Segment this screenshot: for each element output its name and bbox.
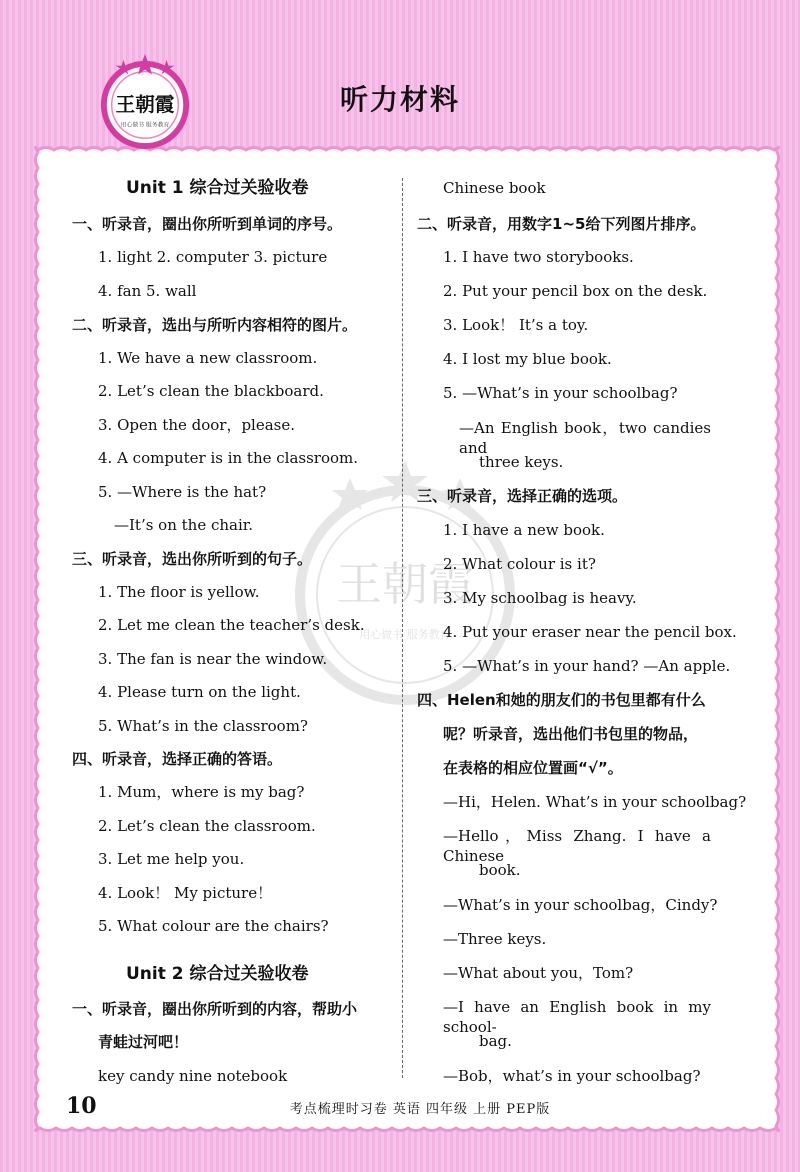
transcript-line: 3. Let me help you. [98,850,245,868]
transcript-line: —An English book，two candies and [459,419,711,457]
section-instruction: 在表格的相应位置画“√”。 [443,759,623,777]
transcript-line: three keys. [479,453,564,471]
transcript-line: 1. The floor is yellow. [98,583,260,601]
footer-text: 考点梳理时习卷 英语 四年级 上册 PEP版 [289,1102,551,1117]
transcript-line: 1. We have a new classroom. [98,349,318,367]
transcript-line: 3. Open the door，please. [98,416,296,434]
section-instruction: 三、听录音，选择正确的选项。 [417,487,628,505]
page-title: 听力材料 [339,83,460,116]
page-number: 10 [66,1093,97,1119]
transcript-line: 5. —What’s in your hand? —An apple. [443,657,731,675]
svg-text:用心做书 服务教育: 用心做书 服务教育 [359,628,451,641]
svg-text:王朝霞: 王朝霞 [336,557,474,611]
transcript-line: 4. fan 5. wall [98,282,197,300]
section-instruction: 四、听录音，选择正确的答语。 [72,750,283,768]
svg-text:王朝霞: 王朝霞 [115,92,175,116]
transcript-line: 5. —Where is the hat? [98,483,267,501]
transcript-line: —Bob，what’s in your schoolbag? [443,1067,701,1085]
transcript-line: —What’s in your schoolbag，Cindy? [443,896,718,914]
listening-material [72,170,747,1090]
section-instruction: 呢？听录音，选出他们书包里的物品， [443,725,699,743]
section-instruction: 青蛙过河吧！ [98,1033,189,1051]
transcript-line: 5. What’s in the classroom? [98,717,308,735]
transcript-line: 2. Let’s clean the classroom. [98,817,316,835]
svg-text:用心做书 服务教育: 用心做书 服务教育 [120,122,170,129]
transcript-line: 4. Please turn on the light. [98,683,301,701]
section-instruction: 一、听录音，圈出你所听到的内容，帮助小 [72,1000,358,1018]
unit-heading: Unit 2 综合过关验收卷 [126,964,309,984]
transcript-line: 4. Look！ My picture！ [98,884,273,902]
transcript-line: 1. Mum，where is my bag? [98,783,305,801]
transcript-line: —What about you，Tom? [443,964,634,982]
transcript-line: Chinese book [443,179,546,197]
transcript-line: —Hi，Helen. What’s in your schoolbag? [443,793,747,811]
transcript-line: 5. —What’s in your schoolbag? [443,384,678,402]
section-instruction: 三、听录音，选出你所听到的句子。 [72,550,313,568]
transcript-line: 1. light 2. computer 3. picture [98,248,328,266]
transcript-line: 3. Look！ It’s a toy. [443,316,589,334]
transcript-line: 2. What colour is it? [443,555,596,573]
transcript-line: 4. A computer is in the classroom. [98,449,359,467]
transcript-line: 3. The fan is near the window. [98,650,328,668]
unit-heading: Unit 1 综合过关验收卷 [126,178,309,198]
section-instruction: 二、听录音，选出与所听内容相符的图片。 [72,316,358,334]
transcript-line: —I have an English book in my school- [443,998,711,1036]
transcript-line: 4. Put your eraser near the pencil box. [443,623,737,641]
section-instruction: 四、Helen和她的朋友们的书包里都有什么 [417,691,706,709]
transcript-line: 4. I lost my blue book. [443,350,612,368]
transcript-line: 2. Let me clean the teacher’s desk. [98,616,365,634]
column-divider [402,178,403,1078]
transcript-line: key candy nine notebook [98,1067,288,1085]
section-instruction: 二、听录音，用数字1~5给下列图片排序。 [417,215,706,233]
transcript-line: 2. Put your pencil box on the desk. [443,282,708,300]
section-instruction: 一、听录音，圈出你所听到单词的序号。 [72,215,343,233]
transcript-line: —It’s on the chair. [114,516,254,534]
transcript-line: 3. My schoolbag is heavy. [443,589,637,607]
transcript-line: book. [479,861,521,879]
transcript-line: —Three keys. [443,930,547,948]
transcript-line: 5. What colour are the chairs? [98,917,329,935]
transcript-line: 1. I have two storybooks. [443,248,634,266]
transcript-line: bag. [479,1032,512,1050]
transcript-line: 2. Let’s clean the blackboard. [98,382,324,400]
transcript-line: 1. I have a new book. [443,521,605,539]
transcript-line: —Hello，Miss Zhang. I have a Chinese [443,827,711,865]
